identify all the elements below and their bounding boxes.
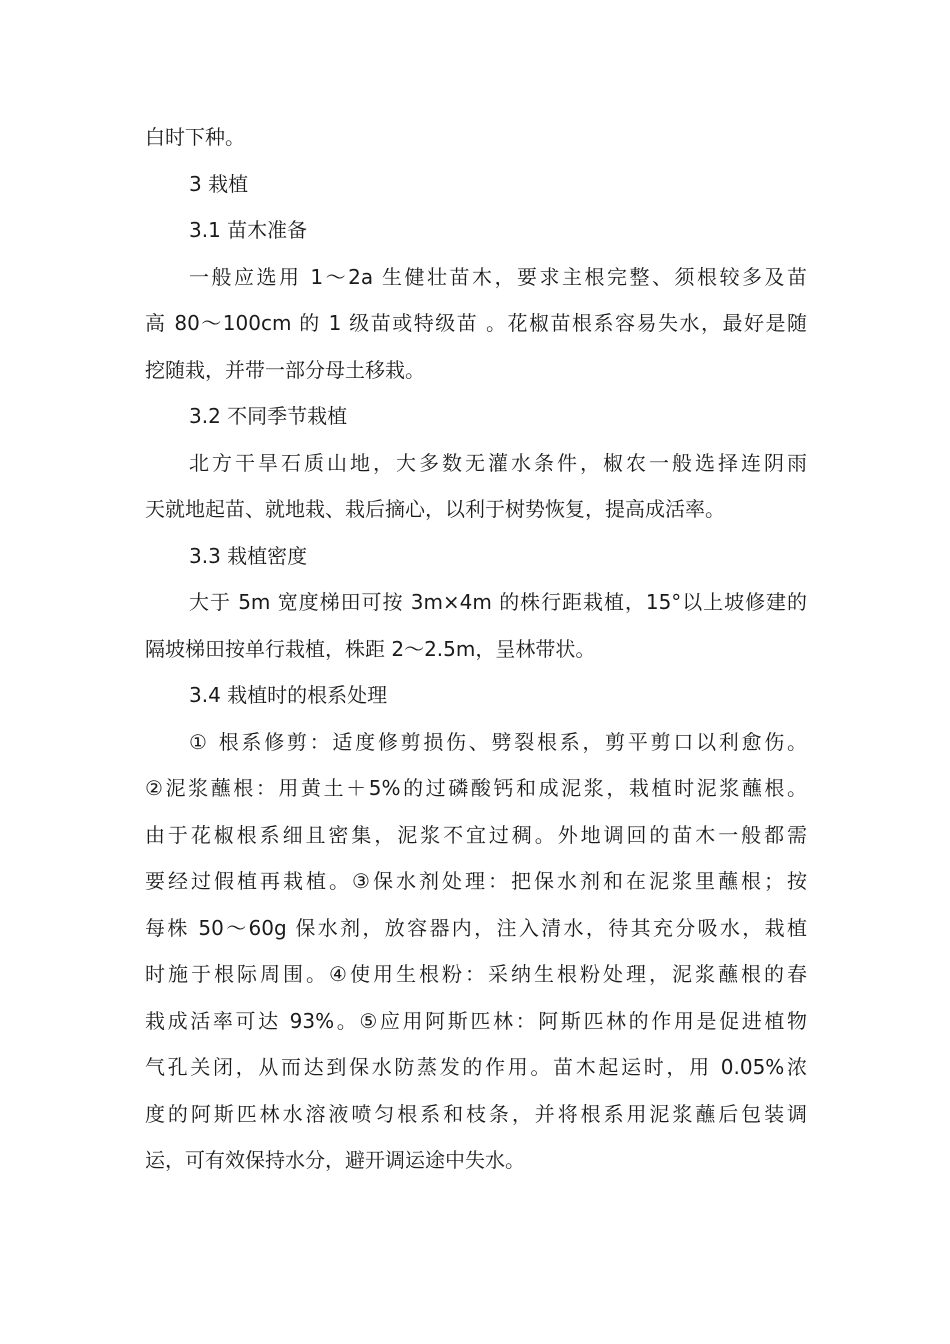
- document-body: [145, 114, 807, 1184]
- text-line: 由于花椒根系细且密集，泥浆不宜过稠。外地调回的苗木一般都需: [145, 822, 807, 847]
- text-line: 运，可有效保持水分，避开调运途中失水。: [145, 1148, 525, 1172]
- text-line: 高 80～100cm 的 1 级苗或特级苗 。花椒苗根系容易失水，最好是随: [145, 311, 807, 335]
- text-line: 3.2 不同季节栽植: [189, 404, 348, 428]
- text-line: 北方干旱石质山地，大多数无灌水条件，椒农一般选择连阴雨: [189, 450, 807, 475]
- text-line: 每株 50～60g 保水剂，放容器内，注入清水，待其充分吸水，栽植: [145, 915, 807, 940]
- text-line: 大于 5m 宽度梯田可按 3m×4m 的株行距栽植，15°以上坡修建的: [189, 590, 807, 614]
- text-line: 度的阿斯匹林水溶液喷匀根系和枝条，并将根系用泥浆蘸后包装调: [145, 1101, 807, 1126]
- text-line: 3.3 栽植密度: [189, 543, 308, 568]
- text-line: 要经过假植再栽植。③保水剂处理：把保水剂和在泥浆里蘸根；按: [145, 869, 807, 893]
- text-line: 白时下种。: [145, 125, 245, 149]
- text-line: 天就地起苗、就地栽、栽后摘心，以利于树势恢复，提高成活率。: [145, 497, 725, 521]
- text-line: 一般应选用 1～2a 生健壮苗木，要求主根完整、须根较多及苗: [189, 264, 807, 289]
- text-line: 3.1 苗木准备: [189, 218, 308, 242]
- text-line: 时施于根际周围。④使用生根粉：采纳生根粉处理，泥浆蘸根的春: [145, 962, 807, 986]
- text-line: 隔坡梯田按单行栽植，株距 2～2.5m，呈林带状。: [145, 636, 596, 661]
- text-line: 挖随栽，并带一部分母土移栽。: [145, 357, 425, 382]
- text-line: ① 根系修剪：适度修剪损伤、劈裂根系，剪平剪口以利愈伤。: [189, 729, 807, 754]
- text-line: 栽成活率可达 93%。⑤应用阿斯匹林：阿斯匹林的作用是促进植物: [145, 1008, 807, 1033]
- text-line: 3.4 栽植时的根系处理: [189, 683, 388, 707]
- text-line: ②泥浆蘸根：用黄土＋5%的过磷酸钙和成泥浆，栽植时泥浆蘸根。: [145, 776, 807, 800]
- text-line: 3 栽植: [189, 171, 249, 196]
- text-line: 气孔关闭，从而达到保水防蒸发的作用。苗木起运时，用 0.05%浓: [145, 1055, 807, 1079]
